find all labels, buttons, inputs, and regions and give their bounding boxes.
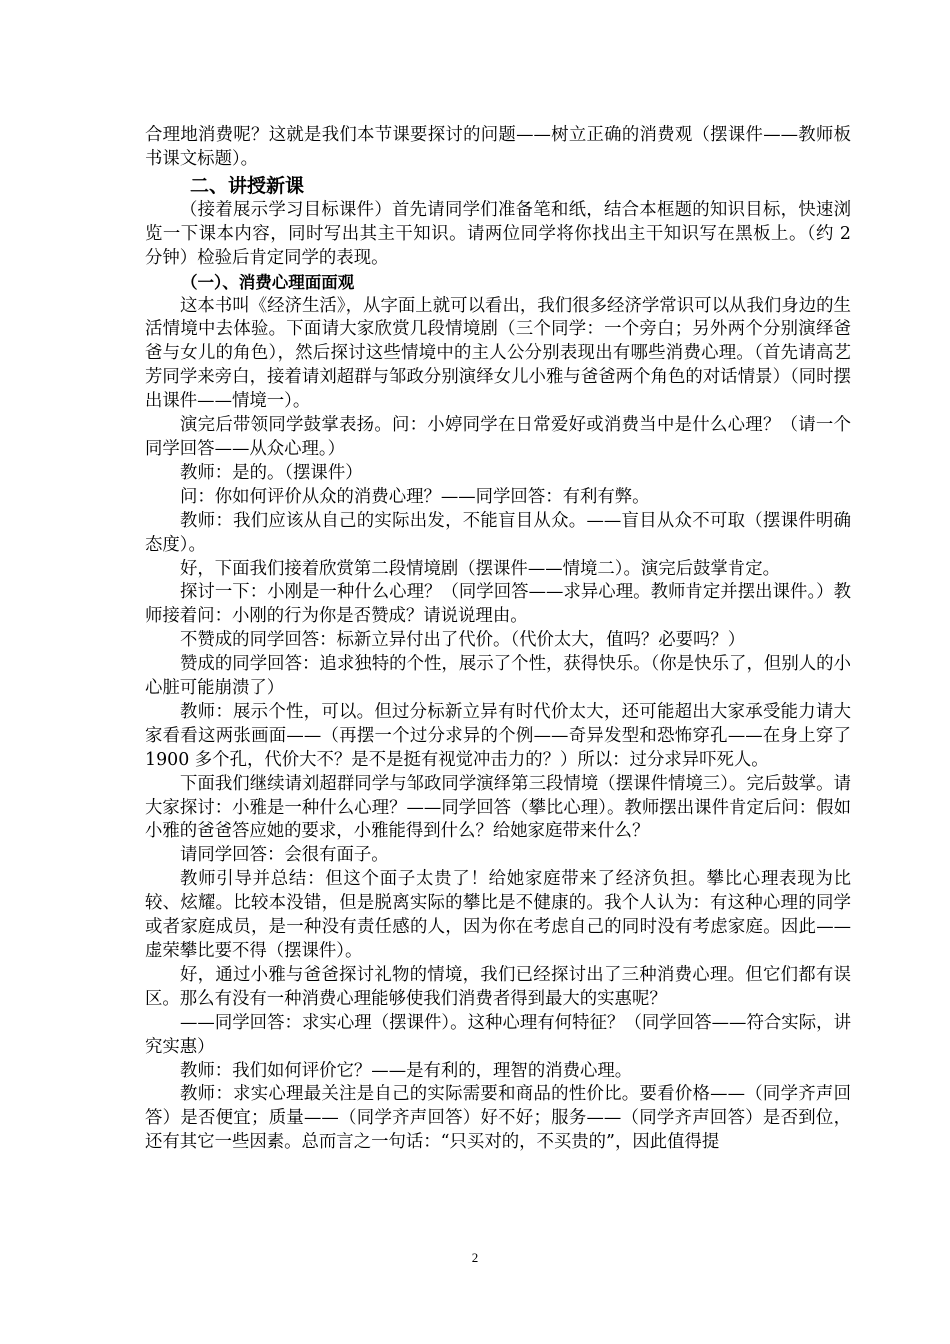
body-paragraph: 教师：我们应该从自己的实际出发，不能盲目从众。——盲目从众不可取（摆课件明确态度）。	[145, 510, 851, 555]
body-paragraph: 探讨一下：小刚是一种什么心理？（同学回答——求异心理。教师肯定并摆出课件。）教师接着问：小刚的行为你是否赞成？请说说理由。	[145, 582, 851, 627]
body-paragraph: 教师：展示个性，可以。但过分标新立异有时代价太大，还可能超出大家承受能力请大家看看这两张画面——（再摆一个过分求异的个例——奇异发型和恐怖穿孔——在身上穿了 1900 多个孔，代价大不？是不是挺有视觉冲击力的？）所以：过分求异吓死人。	[145, 701, 851, 770]
body-paragraph: 不赞成的同学回答：标新立异付出了代价。（代价太大，值吗？必要吗？）	[180, 630, 746, 651]
subsection-heading: （一）、消费心理面面观	[181, 272, 355, 292]
body-paragraph: 问：你如何评价从众的消费心理？——同学回答：有利有弊。	[180, 486, 650, 507]
page-number: 2	[471, 1250, 479, 1265]
body-paragraph: 合理地消费呢？这就是我们本节课要探讨的问题——树立正确的消费观（摆课件——教师板书课文标题）。	[145, 125, 851, 169]
body-paragraph: 教师引导并总结：但这个面子太贵了！给她家庭带来了经济负担。攀比心理表现为比较、炫耀。比较本没错，但是脱离实际的攀比是不健康的。我个人认为：有这种心理的同学或者家庭成员，是一种没有责任感的人，因为你在考虑自己的同时没有考虑家庭。因此——虚荣攀比要不得（摆课件）。	[145, 869, 851, 961]
body-paragraph: 好，通过小雅与爸爸探讨礼物的情境，我们已经探讨出了三种消费心理。但它们都有误区。那么有没有一种消费心理能够使我们消费者得到最大的实惠呢？	[145, 964, 851, 1009]
body-paragraph: 教师：是的。（摆课件）	[180, 462, 363, 483]
body-paragraph: 下面我们继续请刘超群同学与邹政同学演绎第三段情境（摆课件情境三）。完后鼓掌。请大家探讨：小雅是一种什么心理？——同学回答（攀比心理）。教师摆出课件肯定后问：假如小雅的爸爸答应她的要求，小雅能得到什么？给她家庭带来什么？	[145, 773, 851, 842]
page-body	[145, 124, 851, 1155]
body-paragraph: 演完后带领同学鼓掌表扬。问：小婷同学在日常爱好或消费当中是什么心理？（请一个同学回答——从众心理。）	[145, 415, 851, 459]
body-paragraph: 请同学回答：会很有面子。	[180, 845, 389, 866]
body-paragraph: ——同学回答：求实心理（摆课件）。这种心理有何特征？（同学回答——符合实际，讲究实惠）	[145, 1012, 851, 1057]
body-paragraph: （接着展示学习目标课件）首先请同学们准备笔和纸，结合本框题的知识目标，快速浏览一下课本内容，同时写出其主干知识。请两位同学将你找出主干知识写在黑板上。（约 2 分钟）检验后肯定同学的表现。	[145, 199, 851, 268]
body-paragraph: 这本书叫《经济生活》，从字面上就可以看出，我们很多经济学常识可以从我们身边的生活情境中去体验。下面请大家欣赏几段情境剧（三个同学：一个旁白；另外两个分别演绎爸爸与女儿的角色），然后探讨这些情境中的主人公分别表现出有哪些消费心理。（首先请高艺芳同学来旁白，接着请刘超群与邹政分别演绎女儿小雅与爸爸两个角色的对话情景）（同时摆出课件——情境一）。	[145, 295, 851, 412]
body-paragraph: 教师：我们如何评价它？——是有利的，理智的消费心理。	[180, 1060, 633, 1081]
body-paragraph: 赞成的同学回答：追求独特的个性，展示了个性，获得快乐。（你是快乐了，但别人的小心脏可能崩溃了）	[145, 654, 851, 699]
body-paragraph: 好，下面我们接着欣赏第二段情境剧（摆课件——情境二）。演完后鼓掌肯定。	[180, 558, 780, 579]
body-paragraph: 教师：求实心理最关注是自己的实际需要和商品的性价比。要看价格——（同学齐声回答）是否便宜；质量——（同学齐声回答）好不好；服务——（同学齐声回答）是否到位，还有其它一些因素。总而言之一句话：“只买对的，不买贵的”，因此值得提	[145, 1084, 851, 1153]
section-heading: 二、讲授新课	[190, 174, 305, 197]
